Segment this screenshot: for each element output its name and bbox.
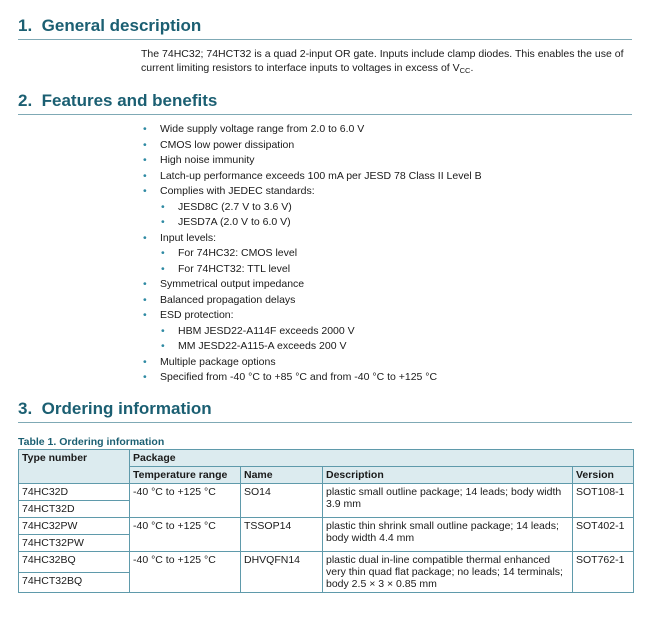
bullet-icon: • xyxy=(143,169,147,182)
header-version: Version xyxy=(573,467,634,484)
table-row xyxy=(19,552,634,573)
feature-text: HBM JESD22-A114F exceeds 2000 V xyxy=(178,324,355,337)
feature-text: High noise immunity xyxy=(160,154,255,166)
feature-item xyxy=(141,200,482,216)
feature-text: Symmetrical output impedance xyxy=(160,278,305,290)
package-name-cell: SO14 xyxy=(241,484,323,518)
section-number: 3. xyxy=(18,399,33,418)
feature-item xyxy=(141,122,482,138)
vcc-subscript: CC xyxy=(459,66,471,75)
section-heading-features xyxy=(18,91,217,111)
section-title: Ordering information xyxy=(41,399,212,418)
bullet-icon: • xyxy=(143,185,147,197)
feature-item xyxy=(141,339,482,355)
version-cell: SOT108-1 xyxy=(573,484,634,518)
type-number-cell: 74HCT32PW xyxy=(19,535,130,552)
feature-item xyxy=(141,262,482,278)
feature-text: ESD protection: xyxy=(160,309,234,321)
feature-item xyxy=(141,370,482,386)
feature-text: JESD8C (2.7 V to 3.6 V) xyxy=(178,200,292,213)
feature-item xyxy=(141,153,482,169)
features-list xyxy=(141,122,482,386)
feature-item xyxy=(141,231,482,247)
temperature-cell: -40 °C to +125 °C xyxy=(130,484,241,518)
feature-text: Specified from -40 °C to +85 °C and from -40 °C to +125 °C xyxy=(160,371,438,383)
feature-text: Wide supply voltage range from 2.0 to 6.0 V xyxy=(160,123,365,135)
feature-item xyxy=(141,355,482,371)
header-description: Description xyxy=(323,467,573,484)
bullet-icon: • xyxy=(143,293,147,306)
bullet-icon: • xyxy=(143,371,147,383)
feature-text: JESD7A (2.0 V to 6.0 V) xyxy=(178,216,291,228)
temperature-cell: -40 °C to +125 °C xyxy=(130,552,241,593)
feature-text: Balanced propagation delays xyxy=(160,293,296,306)
feature-text: Multiple package options xyxy=(160,355,276,368)
feature-item xyxy=(141,246,482,262)
section-heading-general xyxy=(18,16,201,36)
temperature-cell: -40 °C to +125 °C xyxy=(130,518,241,552)
feature-item xyxy=(141,308,482,324)
feature-text: For 74HC32: CMOS level xyxy=(178,247,298,259)
header-empty xyxy=(19,467,130,484)
feature-text: Latch-up performance exceeds 100 mA per JESD 78 Class II Level B xyxy=(160,169,482,182)
type-number-cell: 74HCT32D xyxy=(19,501,130,518)
section-number: 1. xyxy=(18,16,33,35)
feature-text: Input levels: xyxy=(160,231,217,244)
type-number-cell: 74HC32D xyxy=(19,484,130,501)
section-title: General description xyxy=(41,16,202,35)
table-header-row xyxy=(19,450,634,467)
description-cell: plastic dual in-line compatible thermal enhanced very thin quad flat package; no leads; 14 terminals; body 2.5 × 3 × 0.85 mm xyxy=(323,552,573,593)
type-number-cell: 74HCT32BQ xyxy=(19,572,130,593)
bullet-icon: • xyxy=(161,200,165,213)
feature-item xyxy=(141,138,482,154)
bullet-icon: • xyxy=(161,262,165,275)
section-title: Features and benefits xyxy=(41,91,218,110)
feature-text: Complies with JEDEC standards: xyxy=(160,185,315,197)
feature-item xyxy=(141,277,482,293)
heading-rule xyxy=(18,39,632,40)
bullet-icon: • xyxy=(143,355,147,368)
feature-item xyxy=(141,169,482,185)
version-cell: SOT402-1 xyxy=(573,518,634,552)
table-subheader-row xyxy=(19,467,634,484)
description-cell: plastic thin shrink small outline package; 14 leads; body width 4.4 mm xyxy=(323,518,573,552)
feature-item xyxy=(141,293,482,309)
table-caption: Table 1. Ordering information xyxy=(18,436,165,448)
package-name-cell: DHVQFN14 xyxy=(241,552,323,593)
bullet-icon: • xyxy=(143,309,147,321)
description-cell: plastic small outline package; 14 leads; body width 3.9 mm xyxy=(323,484,573,518)
version-cell: SOT762-1 xyxy=(573,552,634,593)
type-number-cell: 74HC32PW xyxy=(19,518,130,535)
feature-text: CMOS low power dissipation xyxy=(160,138,295,151)
heading-rule xyxy=(18,422,632,423)
general-description-text: The 74HC32; 74HCT32 is a quad 2-input OR gate. Inputs include clamp diodes. This enables the use of current limiting resistors to interface inputs to voltages in excess of $V_{CC}$. xyxy=(141,48,624,75)
feature-text: MM JESD22-A115-A exceeds 200 V xyxy=(178,340,347,352)
section-number: 2. xyxy=(18,91,33,110)
bullet-icon: • xyxy=(161,216,165,228)
bullet-icon: • xyxy=(161,340,165,352)
header-temperature: Temperature range xyxy=(130,467,241,484)
type-number-cell: 74HC32BQ xyxy=(19,552,130,573)
feature-item xyxy=(141,324,482,340)
feature-item xyxy=(141,215,482,231)
bullet-icon: • xyxy=(143,154,147,166)
bullet-icon: • xyxy=(143,123,147,135)
bullet-icon: • xyxy=(161,247,165,259)
feature-text: For 74HCT32: TTL level xyxy=(178,262,291,275)
table-row xyxy=(19,484,634,501)
package-name-cell: TSSOP14 xyxy=(241,518,323,552)
bullet-icon: • xyxy=(161,324,165,337)
section-heading-ordering xyxy=(18,399,212,419)
header-name: Name xyxy=(241,467,323,484)
heading-rule xyxy=(18,114,632,115)
header-type-number: Type number xyxy=(19,450,130,467)
feature-item xyxy=(141,184,482,200)
bullet-icon: • xyxy=(143,231,147,244)
bullet-icon: • xyxy=(143,278,147,290)
table-row xyxy=(19,518,634,535)
header-package: Package xyxy=(130,450,634,467)
ordering-table xyxy=(18,449,634,593)
bullet-icon: • xyxy=(143,138,147,151)
